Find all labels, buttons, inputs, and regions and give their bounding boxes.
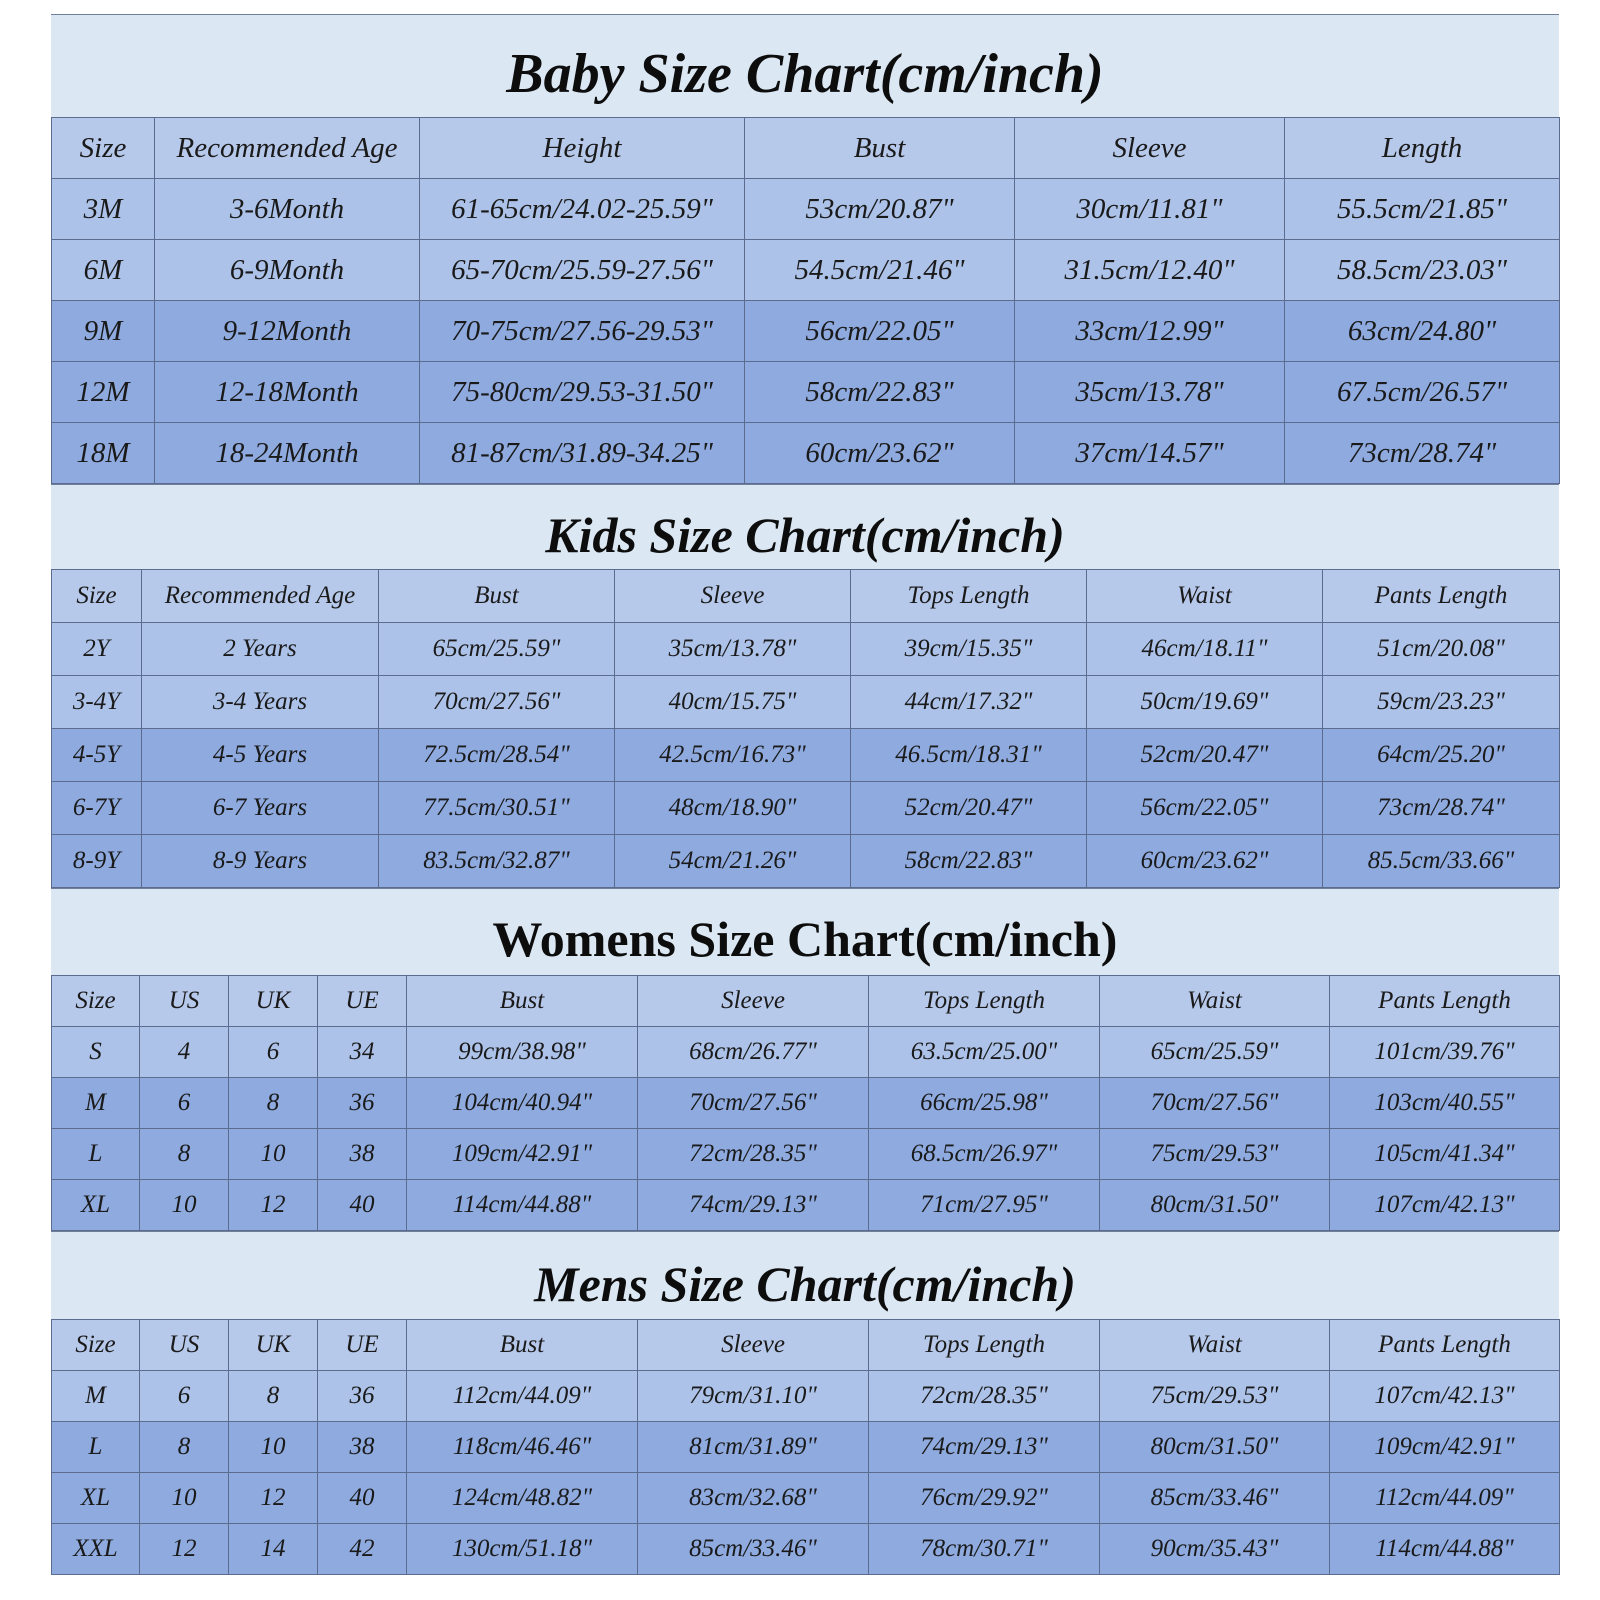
column-header: UE <box>318 1320 407 1371</box>
table-cell: 99cm/38.98" <box>407 1027 638 1078</box>
table-cell: 112cm/44.09" <box>407 1371 638 1422</box>
table-row <box>52 1422 1560 1473</box>
size-cell: XXL <box>52 1524 140 1575</box>
table-cell: 4-5 Years <box>142 729 379 782</box>
table-cell: 71cm/27.95" <box>869 1180 1100 1231</box>
table-row <box>52 1129 1560 1180</box>
table-row <box>52 423 1560 484</box>
column-header: Tops Length <box>869 1320 1100 1371</box>
table-cell: 81cm/31.89" <box>638 1422 869 1473</box>
table-cell: 70cm/27.56" <box>1100 1078 1330 1129</box>
table-cell: 14 <box>229 1524 318 1575</box>
size-cell: 6M <box>52 240 155 301</box>
table-cell: 60cm/23.62" <box>745 423 1015 484</box>
womens-size-chart <box>51 888 1559 1231</box>
table-cell: 81-87cm/31.89-34.25" <box>420 423 745 484</box>
table-cell: 12-18Month <box>155 362 420 423</box>
table-cell: 40 <box>318 1473 407 1524</box>
table-cell: 38 <box>318 1129 407 1180</box>
table-cell: 58.5cm/23.03" <box>1285 240 1560 301</box>
table-cell: 59cm/23.23" <box>1323 676 1560 729</box>
column-header: UE <box>318 976 407 1027</box>
table-cell: 83cm/32.68" <box>638 1473 869 1524</box>
table-cell: 109cm/42.91" <box>1330 1422 1560 1473</box>
table-cell: 35cm/13.78" <box>1015 362 1285 423</box>
table-row <box>52 1078 1560 1129</box>
column-header: Pants Length <box>1323 570 1560 623</box>
table-cell: 63cm/24.80" <box>1285 301 1560 362</box>
table-cell: 10 <box>140 1180 229 1231</box>
column-header: Bust <box>407 976 638 1027</box>
size-cell: L <box>52 1129 140 1180</box>
column-header: Size <box>52 570 142 623</box>
column-header: Waist <box>1087 570 1323 623</box>
table-cell: 18-24Month <box>155 423 420 484</box>
table-cell: 42 <box>318 1524 407 1575</box>
column-header: Recommended Age <box>155 118 420 179</box>
table-row <box>52 240 1560 301</box>
table-cell: 72cm/28.35" <box>638 1129 869 1180</box>
table-cell: 8 <box>140 1422 229 1473</box>
table-cell: 46cm/18.11" <box>1087 623 1323 676</box>
table-row <box>52 1027 1560 1078</box>
table-cell: 10 <box>140 1473 229 1524</box>
size-cell: XL <box>52 1180 140 1231</box>
table-cell: 103cm/40.55" <box>1330 1078 1560 1129</box>
table-row <box>52 676 1560 729</box>
baby-size-table <box>51 117 1560 484</box>
table-cell: 85cm/33.46" <box>638 1524 869 1575</box>
column-header: Sleeve <box>615 570 851 623</box>
size-cell: 12M <box>52 362 155 423</box>
table-cell: 37cm/14.57" <box>1015 423 1285 484</box>
size-chart-sheet <box>51 14 1559 1575</box>
table-cell: 73cm/28.74" <box>1323 782 1560 835</box>
mens-size-chart <box>51 1231 1559 1575</box>
table-row <box>52 362 1560 423</box>
table-cell: 6 <box>140 1371 229 1422</box>
column-header: Tops Length <box>869 976 1100 1027</box>
column-header: Recommended Age <box>142 570 379 623</box>
table-cell: 9-12Month <box>155 301 420 362</box>
table-cell: 53cm/20.87" <box>745 179 1015 240</box>
table-cell: 64cm/25.20" <box>1323 729 1560 782</box>
table-cell: 12 <box>140 1524 229 1575</box>
table-cell: 74cm/29.13" <box>869 1422 1100 1473</box>
table-cell: 80cm/31.50" <box>1100 1180 1330 1231</box>
column-header: Bust <box>379 570 615 623</box>
table-row <box>52 729 1560 782</box>
table-cell: 58cm/22.83" <box>851 835 1087 888</box>
table-cell: 60cm/23.62" <box>1087 835 1323 888</box>
column-header: Size <box>52 1320 140 1371</box>
baby-chart-title: Baby Size Chart(cm/inch) <box>51 14 1559 117</box>
table-cell: 63.5cm/25.00" <box>869 1027 1100 1078</box>
table-cell: 130cm/51.18" <box>407 1524 638 1575</box>
table-cell: 70cm/27.56" <box>379 676 615 729</box>
table-cell: 68.5cm/26.97" <box>869 1129 1100 1180</box>
column-header: Bust <box>407 1320 638 1371</box>
table-cell: 58cm/22.83" <box>745 362 1015 423</box>
table-cell: 10 <box>229 1129 318 1180</box>
table-cell: 40cm/15.75" <box>615 676 851 729</box>
table-cell: 90cm/35.43" <box>1100 1524 1330 1575</box>
mens-chart-title: Mens Size Chart(cm/inch) <box>51 1231 1559 1319</box>
size-cell: M <box>52 1078 140 1129</box>
table-row <box>52 1473 1560 1524</box>
column-header: Pants Length <box>1330 976 1560 1027</box>
table-cell: 31.5cm/12.40" <box>1015 240 1285 301</box>
table-cell: 107cm/42.13" <box>1330 1180 1560 1231</box>
table-cell: 74cm/29.13" <box>638 1180 869 1231</box>
table-cell: 6-7 Years <box>142 782 379 835</box>
table-cell: 107cm/42.13" <box>1330 1371 1560 1422</box>
table-cell: 85cm/33.46" <box>1100 1473 1330 1524</box>
table-header-row <box>52 1320 1560 1371</box>
table-cell: 65cm/25.59" <box>1100 1027 1330 1078</box>
table-cell: 30cm/11.81" <box>1015 179 1285 240</box>
table-cell: 52cm/20.47" <box>851 782 1087 835</box>
table-cell: 75cm/29.53" <box>1100 1371 1330 1422</box>
table-cell: 12 <box>229 1180 318 1231</box>
size-cell: 3M <box>52 179 155 240</box>
kids-chart-title: Kids Size Chart(cm/inch) <box>51 484 1559 569</box>
table-cell: 54cm/21.26" <box>615 835 851 888</box>
table-cell: 55.5cm/21.85" <box>1285 179 1560 240</box>
column-header: Sleeve <box>638 1320 869 1371</box>
table-cell: 56cm/22.05" <box>745 301 1015 362</box>
table-row <box>52 301 1560 362</box>
table-cell: 83.5cm/32.87" <box>379 835 615 888</box>
column-header: Tops Length <box>851 570 1087 623</box>
table-cell: 70cm/27.56" <box>638 1078 869 1129</box>
table-cell: 38 <box>318 1422 407 1473</box>
table-header-row <box>52 118 1560 179</box>
table-cell: 8 <box>229 1078 318 1129</box>
table-cell: 65cm/25.59" <box>379 623 615 676</box>
table-cell: 61-65cm/24.02-25.59" <box>420 179 745 240</box>
table-cell: 72cm/28.35" <box>869 1371 1100 1422</box>
mens-size-table <box>51 1319 1560 1575</box>
table-cell: 66cm/25.98" <box>869 1078 1100 1129</box>
table-cell: 72.5cm/28.54" <box>379 729 615 782</box>
table-row <box>52 782 1560 835</box>
table-cell: 114cm/44.88" <box>407 1180 638 1231</box>
table-row <box>52 1524 1560 1575</box>
table-cell: 48cm/18.90" <box>615 782 851 835</box>
table-cell: 34 <box>318 1027 407 1078</box>
size-cell: 9M <box>52 301 155 362</box>
column-header: Sleeve <box>638 976 869 1027</box>
table-cell: 114cm/44.88" <box>1330 1524 1560 1575</box>
table-cell: 75-80cm/29.53-31.50" <box>420 362 745 423</box>
table-row <box>52 179 1560 240</box>
table-cell: 2 Years <box>142 623 379 676</box>
size-cell: 3-4Y <box>52 676 142 729</box>
table-header-row <box>52 976 1560 1027</box>
table-cell: 56cm/22.05" <box>1087 782 1323 835</box>
column-header: US <box>140 1320 229 1371</box>
table-cell: 112cm/44.09" <box>1330 1473 1560 1524</box>
size-cell: 8-9Y <box>52 835 142 888</box>
table-cell: 104cm/40.94" <box>407 1078 638 1129</box>
table-cell: 105cm/41.34" <box>1330 1129 1560 1180</box>
table-cell: 40 <box>318 1180 407 1231</box>
size-cell: 4-5Y <box>52 729 142 782</box>
table-cell: 8 <box>140 1129 229 1180</box>
table-cell: 73cm/28.74" <box>1285 423 1560 484</box>
table-cell: 36 <box>318 1371 407 1422</box>
column-header: Size <box>52 976 140 1027</box>
table-cell: 50cm/19.69" <box>1087 676 1323 729</box>
table-cell: 3-4 Years <box>142 676 379 729</box>
column-header: UK <box>229 976 318 1027</box>
womens-chart-title: Womens Size Chart(cm/inch) <box>51 888 1559 975</box>
table-cell: 65-70cm/25.59-27.56" <box>420 240 745 301</box>
table-row <box>52 835 1560 888</box>
column-header: Length <box>1285 118 1560 179</box>
table-cell: 51cm/20.08" <box>1323 623 1560 676</box>
table-cell: 44cm/17.32" <box>851 676 1087 729</box>
table-cell: 54.5cm/21.46" <box>745 240 1015 301</box>
size-cell: 6-7Y <box>52 782 142 835</box>
table-cell: 75cm/29.53" <box>1100 1129 1330 1180</box>
table-cell: 78cm/30.71" <box>869 1524 1100 1575</box>
column-header: Waist <box>1100 1320 1330 1371</box>
size-cell: 2Y <box>52 623 142 676</box>
table-cell: 70-75cm/27.56-29.53" <box>420 301 745 362</box>
table-cell: 33cm/12.99" <box>1015 301 1285 362</box>
table-cell: 77.5cm/30.51" <box>379 782 615 835</box>
column-header: Waist <box>1100 976 1330 1027</box>
table-cell: 124cm/48.82" <box>407 1473 638 1524</box>
column-header: Pants Length <box>1330 1320 1560 1371</box>
table-cell: 67.5cm/26.57" <box>1285 362 1560 423</box>
size-cell: 18M <box>52 423 155 484</box>
kids-size-chart <box>51 484 1559 888</box>
table-cell: 79cm/31.10" <box>638 1371 869 1422</box>
baby-size-chart <box>51 14 1559 484</box>
table-row <box>52 623 1560 676</box>
table-cell: 76cm/29.92" <box>869 1473 1100 1524</box>
table-cell: 6 <box>140 1078 229 1129</box>
table-cell: 12 <box>229 1473 318 1524</box>
size-cell: S <box>52 1027 140 1078</box>
table-cell: 101cm/39.76" <box>1330 1027 1560 1078</box>
table-cell: 85.5cm/33.66" <box>1323 835 1560 888</box>
size-cell: XL <box>52 1473 140 1524</box>
table-cell: 6-9Month <box>155 240 420 301</box>
table-cell: 39cm/15.35" <box>851 623 1087 676</box>
column-header: UK <box>229 1320 318 1371</box>
table-cell: 118cm/46.46" <box>407 1422 638 1473</box>
table-cell: 3-6Month <box>155 179 420 240</box>
table-cell: 6 <box>229 1027 318 1078</box>
table-cell: 8-9 Years <box>142 835 379 888</box>
table-cell: 42.5cm/16.73" <box>615 729 851 782</box>
table-cell: 80cm/31.50" <box>1100 1422 1330 1473</box>
table-cell: 52cm/20.47" <box>1087 729 1323 782</box>
column-header: Sleeve <box>1015 118 1285 179</box>
table-row <box>52 1180 1560 1231</box>
table-cell: 8 <box>229 1371 318 1422</box>
size-cell: M <box>52 1371 140 1422</box>
size-cell: L <box>52 1422 140 1473</box>
column-header: Bust <box>745 118 1015 179</box>
table-cell: 68cm/26.77" <box>638 1027 869 1078</box>
table-cell: 46.5cm/18.31" <box>851 729 1087 782</box>
womens-size-table <box>51 975 1560 1231</box>
table-cell: 4 <box>140 1027 229 1078</box>
table-cell: 10 <box>229 1422 318 1473</box>
column-header: US <box>140 976 229 1027</box>
table-header-row <box>52 570 1560 623</box>
column-header: Size <box>52 118 155 179</box>
kids-size-table <box>51 569 1560 888</box>
column-header: Height <box>420 118 745 179</box>
table-cell: 35cm/13.78" <box>615 623 851 676</box>
table-row <box>52 1371 1560 1422</box>
table-cell: 109cm/42.91" <box>407 1129 638 1180</box>
table-cell: 36 <box>318 1078 407 1129</box>
